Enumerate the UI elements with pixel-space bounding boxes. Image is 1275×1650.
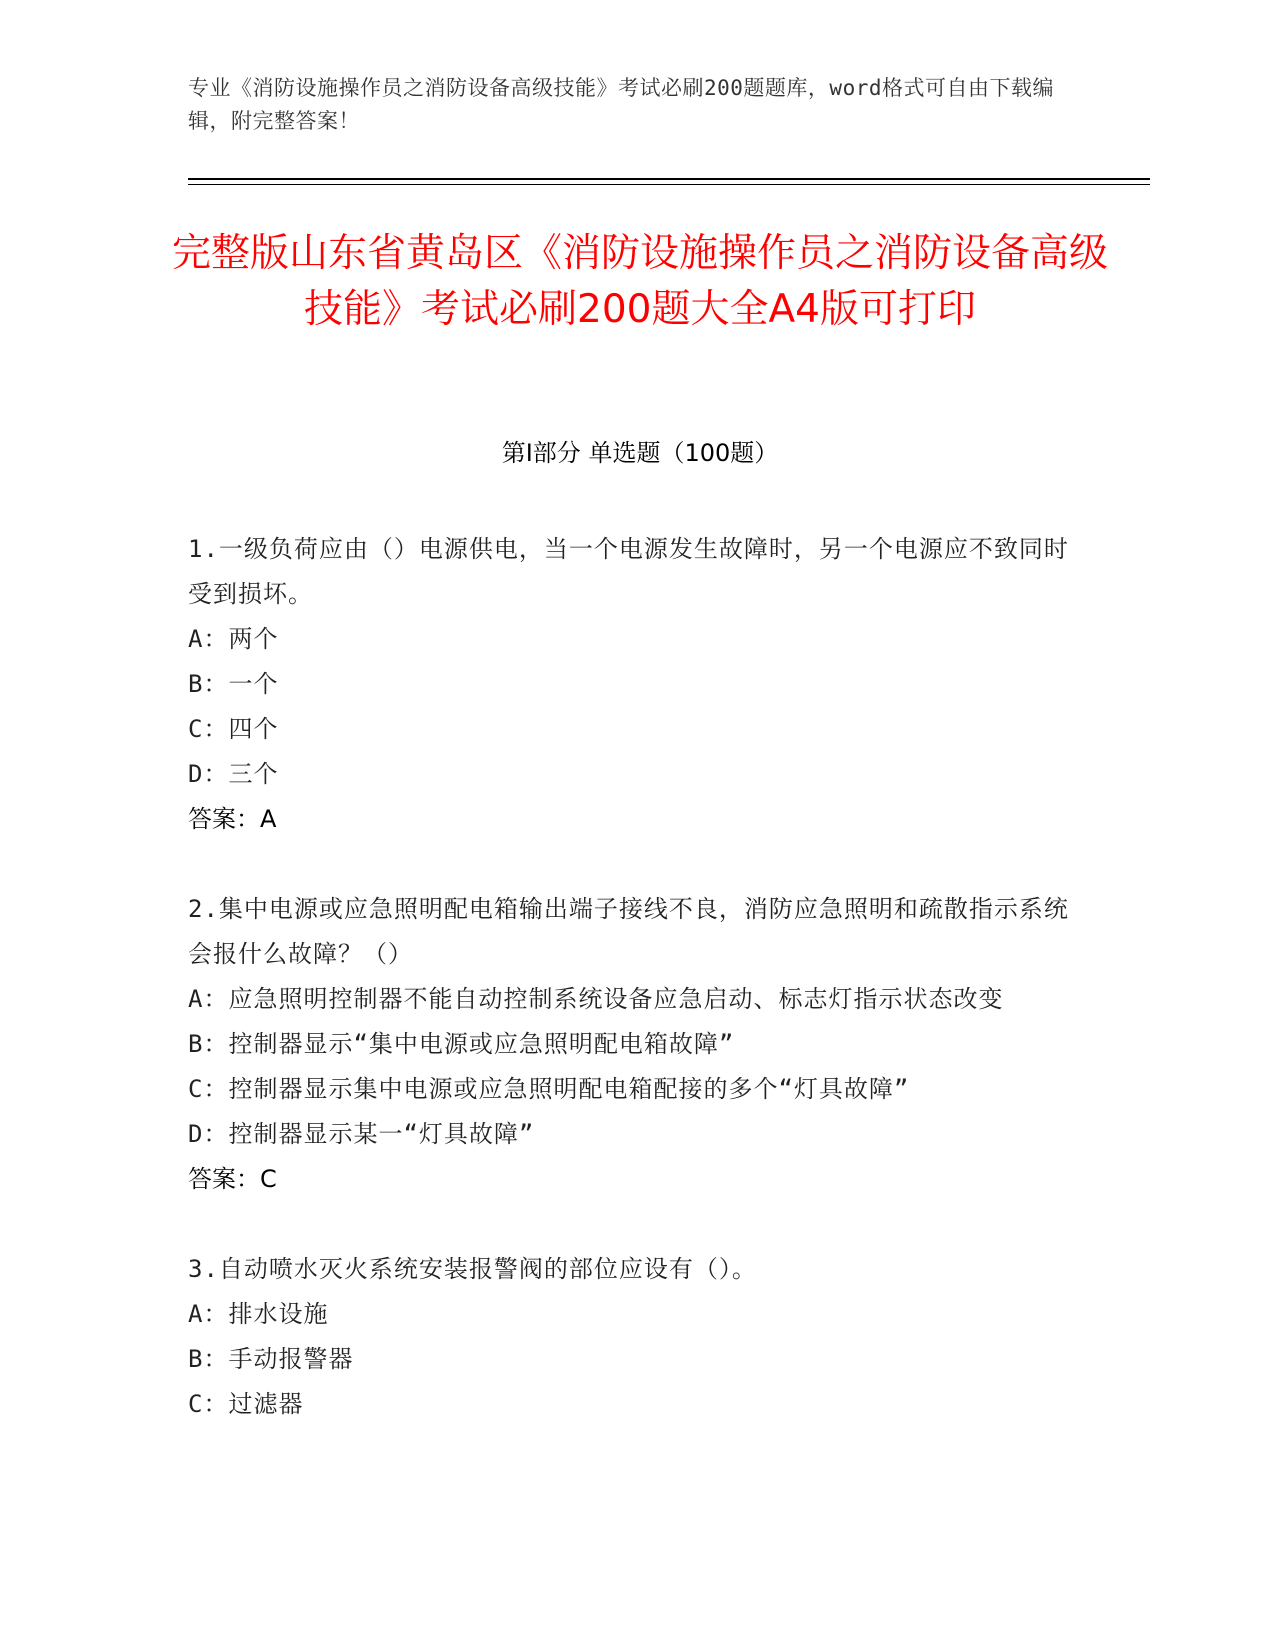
option-b: B：控制器显示“集中电源或应急照明配电箱故障” [188, 1030, 735, 1058]
answer: 答案：C [188, 1165, 277, 1193]
option-c: C：控制器显示集中电源或应急照明配电箱配接的多个“灯具故障” [188, 1075, 910, 1103]
question-2 [188, 887, 1088, 1202]
option-d: D：控制器显示某一“灯具故障” [188, 1120, 535, 1148]
option-a: A：排水设施 [188, 1300, 329, 1328]
document-title: 完整版山东省黄岛区《消防设施操作员之消防设备高级技能》考试必刷200题大全A4版可打印 [171, 231, 1108, 332]
option-b: B：一个 [188, 670, 279, 698]
header-divider-thick [188, 178, 1150, 180]
question-3 [188, 1247, 1088, 1427]
option-a: A：应急照明控制器不能自动控制系统设备应急启动、标志灯指示状态改变 [188, 985, 1004, 1013]
option-b: B：手动报警器 [188, 1345, 354, 1373]
option-c: C：过滤器 [188, 1390, 304, 1418]
question-stem: 2.集中电源或应急照明配电箱输出端子接线不良，消防应急照明和疏散指示系统会报什么故障？（） [188, 895, 1069, 968]
question-1 [188, 527, 1088, 842]
question-stem: 1.一级负荷应由（）电源供电，当一个电源发生故障时，另一个电源应不致同时受到损坏。 [188, 535, 1069, 608]
answer: 答案：A [188, 805, 277, 833]
section-title: 第I部分 单选题（100题） [501, 439, 779, 467]
header-note: 专业《消防设施操作员之消防设备高级技能》考试必刷200题题库，word格式可自由下载编辑，附完整答案！ [188, 76, 1054, 133]
option-d: D：三个 [188, 760, 279, 788]
option-a: A：两个 [188, 625, 279, 653]
header-divider-thin [188, 184, 1150, 185]
question-stem: 3.自动喷水灭火系统安装报警阀的部位应设有（）。 [188, 1255, 757, 1283]
option-c: C：四个 [188, 715, 279, 743]
question-list [188, 527, 1088, 1472]
